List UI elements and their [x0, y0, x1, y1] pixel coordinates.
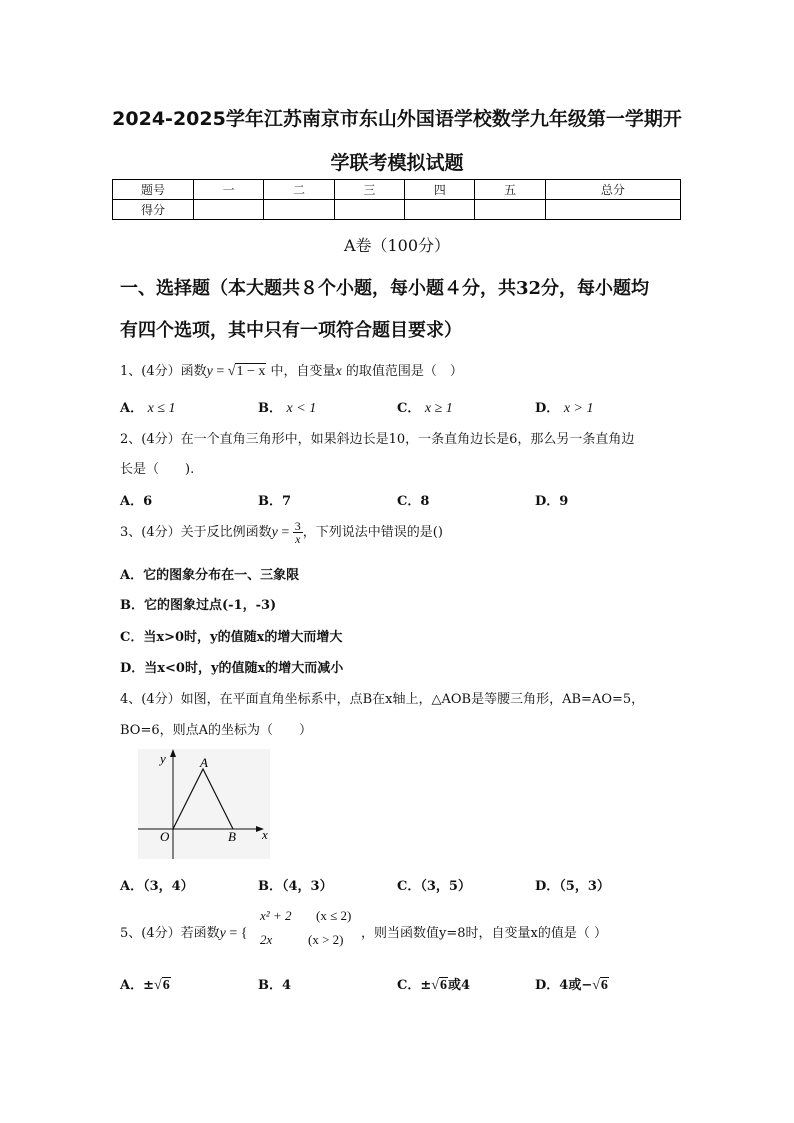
option-label: B． — [258, 978, 282, 993]
q3-eq: = — [277, 525, 293, 540]
option-radicand: 6 — [162, 978, 170, 993]
option-value: （5，3） — [559, 879, 610, 894]
table-cell: 五 — [475, 180, 545, 200]
option-pre: ± — [420, 978, 432, 993]
q1-x: x — [335, 364, 342, 379]
table-cell: 四 — [405, 180, 475, 200]
q5-case-2-expr: 2x — [260, 932, 273, 947]
q5-y: y — [219, 926, 226, 941]
q3-option-d: D．当x<0时，y的值随x的增大而减小 — [120, 661, 344, 676]
option-label: A． — [120, 494, 144, 509]
table-cell: 总分 — [545, 180, 680, 200]
option-radicand: 6 — [600, 978, 608, 993]
q5-option-d — [535, 974, 609, 994]
q1-mid: 中，自变量 — [266, 364, 336, 379]
table-cell: 题号 — [113, 180, 194, 200]
table-cell: 三 — [334, 180, 404, 200]
q2-option-d — [535, 490, 568, 509]
q5-prefix: 5、(4分）若函数 — [120, 926, 220, 941]
score-entry-cell — [264, 200, 334, 220]
label-o: O — [160, 829, 170, 844]
sqrt-sign: √ — [154, 978, 162, 993]
q3-option-a: A．它的图象分布在一、三象限 — [120, 568, 300, 583]
question-4-line-1: 4、(4分）如图，在平面直角坐标系中，点B在x轴上，△AOB是等腰三角形，AB=AO=5， — [120, 692, 645, 707]
score-table-score-row — [113, 200, 681, 220]
q5-suffix: ，则当函数值y=8时，自变量x的值是（ ） — [361, 926, 607, 941]
sqrt-sign: √ — [431, 978, 439, 993]
q4-option-a — [120, 875, 194, 894]
part1-heading-line-1: 一、选择题（本大题共８个小题，每小题４分，共32分，每小题均 — [120, 278, 650, 299]
q5-case-2-cond: (x > 2) — [308, 932, 344, 947]
option-label: B． — [258, 494, 282, 509]
q3-prefix: 3、(4分）关于反比例函数 — [120, 525, 272, 540]
option-label: D． — [535, 879, 560, 894]
q5-option-b — [258, 974, 291, 993]
q3-option-b: B．它的图象过点(-1，-3) — [120, 598, 277, 613]
label-x: x — [262, 827, 268, 842]
option-value: 4 — [282, 978, 292, 993]
option-label: A． — [120, 401, 144, 416]
question-1 — [120, 360, 463, 380]
question-2-line-1: 2、(4分）在一个直角三角形中，如果斜边长是10，一条直角边长是6，那么另一条直角边 — [120, 432, 635, 447]
sqrt-sign: √ — [592, 978, 600, 993]
q5-eq: = { — [225, 926, 248, 941]
option-label: B． — [258, 879, 282, 894]
option-pre: ± — [143, 978, 154, 993]
q1-eq: = — [212, 364, 228, 379]
title-line-1: 2024-2025学年江苏南京市东山外国语学校数学九年级第一学期开 — [112, 108, 682, 130]
option-label: C． — [397, 978, 421, 993]
q3-fraction — [293, 520, 303, 545]
option-pre: 4或− — [559, 978, 593, 993]
score-table — [112, 179, 681, 220]
option-label: C． — [397, 401, 421, 416]
sqrt-sign: √ — [227, 364, 236, 379]
section-a-title: A卷（100分） — [343, 236, 451, 255]
question-3 — [120, 520, 443, 545]
option-value: 8 — [420, 494, 430, 509]
option-expr: x ≤ 1 — [147, 401, 176, 416]
q4-option-b — [258, 875, 333, 894]
q1-radicand: 1 − x — [236, 364, 266, 379]
option-label: D． — [535, 401, 560, 416]
q3-suffix: ，下列说法中错误的是() — [302, 525, 443, 540]
q5-option-a — [120, 974, 171, 994]
q1-option-d — [535, 397, 593, 417]
part1-heading-line-2: 有四个选项，其中只有一项符合题目要求） — [120, 320, 462, 341]
score-entry-cell — [475, 200, 545, 220]
q5-case-1-expr: x² + 2 — [260, 908, 292, 923]
score-table-header-row — [113, 180, 681, 200]
q3-y: y — [271, 525, 278, 540]
option-expr: x > 1 — [563, 401, 594, 416]
option-value: （4，3） — [282, 879, 333, 894]
score-entry-cell — [545, 200, 680, 220]
q5-prefix-group — [120, 922, 247, 942]
score-entry-cell — [194, 200, 264, 220]
option-label: D． — [535, 494, 560, 509]
q1-option-c — [397, 397, 453, 417]
option-value: （3，4） — [143, 879, 194, 894]
option-label: A． — [120, 879, 144, 894]
table-cell: 一 — [194, 180, 264, 200]
label-y: y — [160, 751, 166, 766]
q4-option-d — [535, 875, 610, 894]
option-label: D． — [535, 978, 560, 993]
score-entry-cell — [405, 200, 475, 220]
option-label: C． — [397, 494, 421, 509]
q1-suffix: 的取值范围是（ ） — [341, 364, 463, 379]
option-label: B． — [258, 401, 282, 416]
q5-option-c — [397, 974, 470, 994]
table-cell: 二 — [264, 180, 334, 200]
q2-option-b — [258, 490, 291, 509]
question-2-line-2: 长是（ ). — [120, 462, 195, 477]
label-b: B — [228, 829, 236, 844]
q4-option-c — [397, 875, 471, 894]
score-entry-cell — [334, 200, 404, 220]
q4-coordinate-figure — [132, 745, 277, 863]
option-value: （3，5） — [420, 879, 471, 894]
q1-option-b — [258, 397, 316, 417]
option-value: 7 — [282, 494, 292, 509]
q3-option-c: C．当x>0时，y的值随x的增大而增大 — [120, 630, 343, 645]
q1-prefix: 1、(4分）函数 — [120, 364, 207, 379]
q2-option-c — [397, 490, 429, 509]
q1-option-a — [120, 397, 176, 417]
option-post: 或4 — [447, 978, 470, 993]
q2-option-a — [120, 490, 152, 509]
option-expr: x < 1 — [286, 401, 317, 416]
title-line-2: 学联考模拟试题 — [330, 152, 464, 174]
q3-denominator: x — [295, 532, 301, 546]
q3-numerator: 3 — [294, 519, 301, 533]
label-a: A — [200, 755, 208, 770]
question-4-line-2: BO=6，则点A的坐标为（ ） — [120, 723, 313, 738]
option-value: 6 — [143, 494, 153, 509]
q5-case-1-cond: (x ≤ 2) — [316, 908, 352, 923]
option-label: A． — [120, 978, 144, 993]
q1-y: y — [206, 364, 213, 379]
option-value: 9 — [559, 494, 569, 509]
table-cell: 得分 — [113, 200, 194, 220]
option-label: C． — [397, 879, 421, 894]
option-expr: x ≥ 1 — [424, 401, 453, 416]
option-radicand: 6 — [439, 978, 447, 993]
